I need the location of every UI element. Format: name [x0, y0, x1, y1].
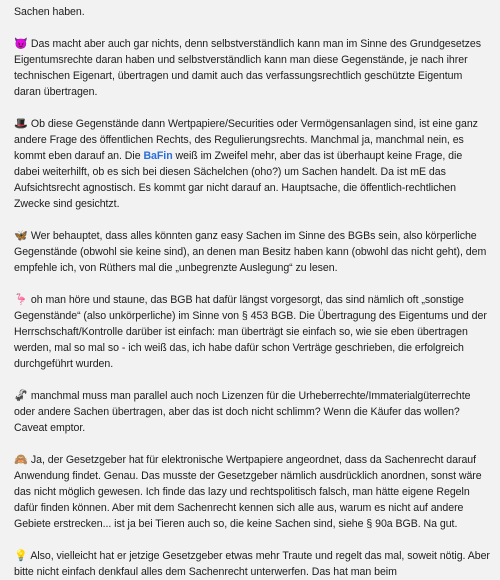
skunk-icon: 🦨	[14, 390, 28, 402]
paragraph-text: oh man höre und staune, das BGB hat dafür längst vorgesorgt, das sind nämlich oft „sonstige Gegenstände“ (also unkörperliche) im Sinne von § 453 BGB. Die Übertragung des Eigentums und der Herrschschaft/Kontrolle darüber ist einfach: man überträgt sie einfach so, wie sie eben übertragen werden, mal so mal so - ich weiß das, ich habe dafür schon Verträge geschrieben, die erfolgreich durchgeführt wurden.	[14, 294, 487, 370]
top-hat-icon: 🎩	[14, 118, 28, 130]
paragraph-text: Wer behauptet, dass alles könnten ganz easy Sachen im Sinne des BGBs sein, also körperliche Gegenstände (obwohl sie keine sind), an denen man Besitz haben kann (obwohl das nicht geht), dem empfehle ich, von Rüthers mal die „unbegrenzte Auslegung“ zu lesen.	[14, 230, 487, 274]
paragraph-text: Ob diese Gegenstände dann Wertpapiere/Securities oder Vermögensanlagen sind, ist eine ganz andere Frage des öffentlichen Rechts, des Regulierungsrechts. Manchmal ja, manchmal nein, es kommt eben darauf an. Die	[14, 118, 478, 162]
paragraph-securities	[14, 116, 490, 212]
paragraph-text: manchmal muss man parallel auch noch Lizenzen für die Urheberrechte/Immaterialgüterrechte oder andere Sachen übertragen, aber das ist doch nicht schlimm? Wenn die Käufer das wollen? Caveat emptor.	[14, 390, 471, 434]
paragraph-legislator	[14, 548, 490, 580]
paragraph-bgb-things	[14, 228, 490, 276]
paragraph-other-objects	[14, 292, 490, 372]
light-bulb-icon: 💡	[14, 550, 28, 562]
paragraph-electronic-securities	[14, 452, 490, 532]
paragraph-intro	[14, 4, 490, 20]
paragraph-licenses	[14, 388, 490, 436]
see-no-evil-monkey-icon: 🙈	[14, 454, 28, 466]
paragraph-text: weiß im Zweifel mehr, aber das ist überhaupt keine Frage, die dabei weiterhilft, ob es sich bei diesen Sächelchen (oho?) um Sachen handelt. Da ist mE das Aufsichtsrecht agnostisch. Es kommt gar nicht darauf an. Hauptsache, die öffentlich-rechtlichen Zwecke sind gesichtzt.	[14, 150, 463, 210]
flamingo-icon: 🦩	[14, 294, 28, 306]
bafin-link[interactable]: BaFin	[143, 150, 173, 162]
devil-face-icon: 😈	[14, 38, 28, 50]
paragraph-text: Das macht aber auch gar nichts, denn selbstverständlich kann man im Sinne des Grundgesetzes Eigentumsrechte daran haben und selbstverständlich kann man diese Gegenstände, je nach ihrer technischen Eigenart, übertragen und damit auch das verfassungsrechtlich geschützte Eigentum daran übertragen.	[14, 38, 481, 98]
paragraph-text: Ja, der Gesetzgeber hat für elektronische Wertpapiere angeordnet, dass da Sachenrecht darauf Anwendung findet. Genau. Das musste der Gesetzgeber nämlich ausdrücklich anordnen, sonst wäre das nicht möglich gewesen. Ich finde das lazy und rechtspolitisch falsch, man hätte eigene Regeln dafür finden können. Aber mit dem Sachenrecht kennen sich alle aus, warum es nicht auf andere Gebiete erstrecken... ist ja bei Tieren auch so, die keine Sachen sind, siehe § 90a BGB. Na gut.	[14, 454, 482, 530]
butterfly-icon: 🦋	[14, 230, 28, 242]
paragraph-text: Sachen haben.	[14, 6, 85, 18]
paragraph-text: Also, vielleicht hat er jetzige Gesetzgeber etwas mehr Traute und regelt das mal, soweit nötig. Aber bitte nicht einfach denkfaul alles dem Sachenrecht unterwerfen. Das hat man beim	[14, 550, 490, 578]
paragraph-property-rights	[14, 36, 490, 100]
